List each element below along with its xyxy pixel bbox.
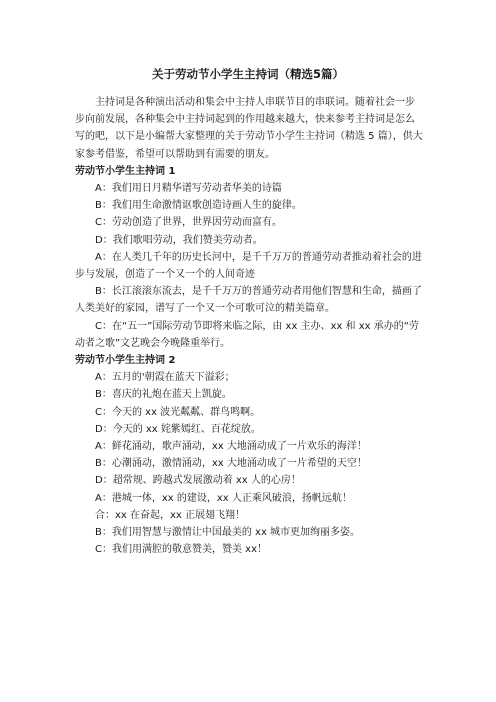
document-title: 关于劳动节小学生主持词（精选5篇） — [152, 67, 344, 81]
section-1-paragraph: D：我们歌唱劳动，我们赞美劳动者。 — [95, 234, 263, 246]
section-1-paragraph: B：我们用生命激情讴歌创造诗画人生的旋律。 — [95, 200, 302, 212]
section-2-line: 合：xx 在奋起，xx 正展翅飞翔！ — [95, 509, 246, 521]
section-2-line: B：心潮涌动，激情涌动，xx 大地涌动成了一片希望的天空！ — [95, 458, 367, 470]
intro-paragraph: 主持词是各种演出活动和集会中主持人串联节目的串联词。随着社会一步步向前发展，各种集会中主持词起到的作用越来越大，快来参考主持词是怎么写的吧，以下是小编帮大家整理的关于劳动节小学生主持词（精选 5 篇），供大家参考借鉴，希望可以帮助到有需要的朋友。 — [75, 97, 423, 160]
section-2-line: D：超常规、跨越式发展激动着 xx 人的心房！ — [95, 475, 301, 487]
section-1-paragraph: A：在人类几千年的历史长河中，是千千万万的普通劳动者推动着社会的进步与发展，创造了一个又一个的人间奇迹 — [75, 251, 422, 281]
section-1-paragraph: B：长江滚滚东流去，是千千万万的普通劳动者用他们智慧和生命，描画了人类美好的家园，谱写了一个又一个可歌可泣的精美篇章。 — [75, 286, 422, 315]
section-1-paragraph: C：在“五一”国际劳动节即将来临之际，由 xx 主办、xx 和 xx 承办的“劳动者之歌”文艺晚会今晚隆重举行。 — [75, 320, 419, 349]
section-2-line: B：我们用智慧与激情让中国最美的 xx 城市更加绚丽多姿。 — [95, 527, 361, 539]
section-2-line: A：五月的'朝霞在蓝天下溢彩； — [95, 372, 235, 384]
section-2-line: D：今天的 xx 姹紫嫣红、百花绽放。 — [95, 423, 261, 435]
section-1-heading: 劳动节小学生主持词 1 — [75, 165, 176, 177]
section-2-line: A：港城一体，xx 的建设，xx 人正乘风破浪，扬帆远航！ — [95, 492, 352, 504]
section-2-line: B：喜庆的礼炮在蓝天上凯旋。 — [95, 389, 232, 401]
section-2-line: C：今天的 xx 波光粼粼、群鸟鸣啊。 — [95, 406, 261, 418]
section-2-heading: 劳动节小学生主持词 2 — [75, 355, 176, 367]
section-2-line: C：我们用满腔的敬意赞美，赞美 xx！ — [95, 544, 267, 556]
section-1-paragraph: A：我们用日月精华谱写劳动者华美的诗篇 — [95, 183, 282, 195]
section-2-line: A：鲜花涌动，歌声涌动，xx 大地涌动成了一片欢乐的海洋！ — [95, 441, 367, 453]
section-1-paragraph: C：劳动创造了世界，世界因劳动而富有。 — [95, 217, 282, 229]
document-body — [75, 94, 423, 558]
